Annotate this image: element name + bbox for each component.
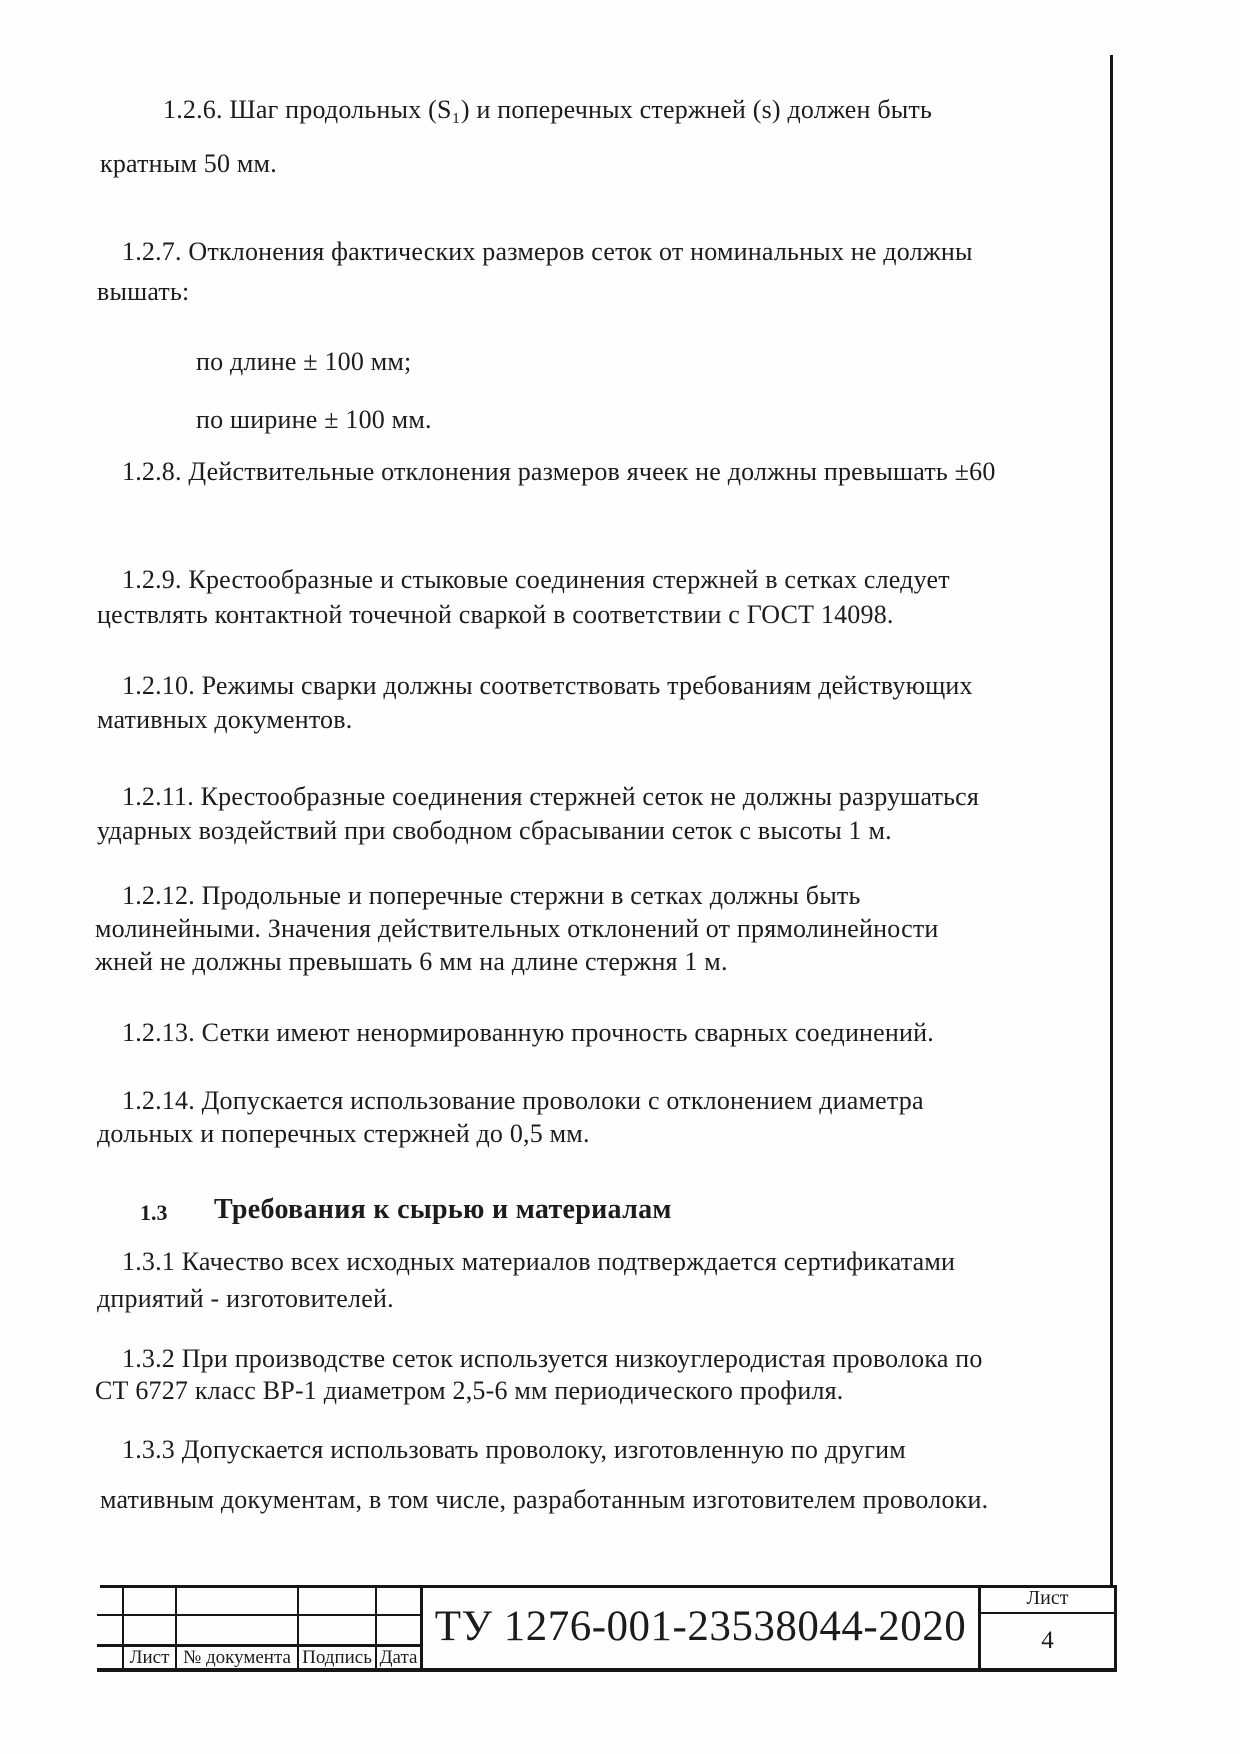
document-designation: ТУ 1276-001-23538044-2020: [434, 1603, 967, 1650]
label-signature-column: Подпись: [302, 1646, 372, 1668]
clause-1-2-9-line-1: 1.2.9. Крестообразные и стыковые соединения стержней в сетках следует: [122, 565, 950, 594]
title-block-bottom-border: [97, 1668, 1117, 1672]
clause-1-2-7-item-length: по длине ± 100 мм;: [196, 347, 412, 376]
clause-1-2-6-line-2: кратным 50 мм.: [100, 149, 277, 178]
section-heading-number: 1.3: [140, 1200, 168, 1225]
clause-1-3-3-line-1: 1.3.3 Допускается использовать проволоку, изготовленную по другим: [122, 1435, 906, 1464]
clause-1-2-14-line-1: 1.2.14. Допускается использование проволоки с отклонением диаметра: [122, 1086, 924, 1115]
clause-1-2-12-line-2: молинейными. Значения действительных отклонений от прямолинейности: [95, 914, 939, 943]
clause-1-2-12-line-3: жней не должны превышать 6 мм на длине стержня 1 м.: [95, 947, 728, 976]
sheet-header: Лист: [1026, 1587, 1069, 1609]
clause-1-2-10-line-1: 1.2.10. Режимы сварки должны соответствовать требованиям действующих: [122, 671, 973, 700]
title-block-right-border: [1114, 1585, 1117, 1668]
clause-1-2-11-line-2: ударных воздействий при свободном сбрасывании сеток с высоты 1 м.: [97, 816, 892, 845]
clause-1-2-7-line-2: вышать:: [97, 277, 190, 306]
clause-1-3-1-line-1: 1.3.1 Качество всех исходных материалов подтверждается сертификатами: [122, 1247, 956, 1276]
label-sheet-column: Лист: [129, 1646, 170, 1668]
clause-1-2-12-line-1: 1.2.12. Продольные и поперечные стержни в сетках должны быть: [122, 881, 861, 910]
clause-1-2-11-line-1: 1.2.11. Крестообразные соединения стержней сеток не должны разрушаться: [122, 782, 980, 811]
label-date-column: Дата: [379, 1646, 418, 1668]
clause-1-2-9-line-2: цествлять контактной точечной сваркой в соответствии с ГОСТ 14098.: [97, 600, 894, 629]
section-heading-title: Требования к сырью и материалам: [214, 1194, 672, 1225]
page-border-right-rule: [1110, 55, 1113, 1585]
clause-1-2-7-line-1: 1.2.7. Отклонения фактических размеров сеток от номинальных не должны: [122, 237, 973, 266]
clause-1-3-1-line-2: дприятий - изготовителей.: [97, 1284, 394, 1313]
title-block-row-divider-thin: [97, 1614, 420, 1616]
clause-1-3-2-line-2: СТ 6727 класс ВР-1 диаметром 2,5-6 мм периодического профиля.: [95, 1376, 844, 1405]
clause-1-2-6-line-1: 1.2.6. Шаг продольных (S₁) и поперечных стержней (s) должен быть: [163, 95, 933, 124]
clause-1-2-13-line-1: 1.2.13. Сетки имеют ненормированную прочность сварных соединений.: [122, 1018, 934, 1047]
sheet-number: 4: [1041, 1627, 1054, 1654]
clause-1-2-8-line-1: 1.2.8. Действительные отклонения размеров ячеек не должны превышать ±60: [122, 457, 996, 486]
label-doc-number-column: № документа: [183, 1646, 291, 1668]
clause-1-2-14-line-2: дольных и поперечных стержней до 0,5 мм.: [97, 1119, 590, 1148]
clause-1-3-3-line-2: мативным документам, в том числе, разработанным изготовителем проволоки.: [100, 1485, 989, 1514]
clause-1-2-7-item-width: по ширине ± 100 мм.: [196, 405, 432, 434]
clause-1-2-10-line-2: мативных документов.: [97, 705, 353, 734]
clause-1-3-2-line-1: 1.3.2 При производстве сеток используется низкоуглеродистая проволока по: [122, 1344, 983, 1373]
